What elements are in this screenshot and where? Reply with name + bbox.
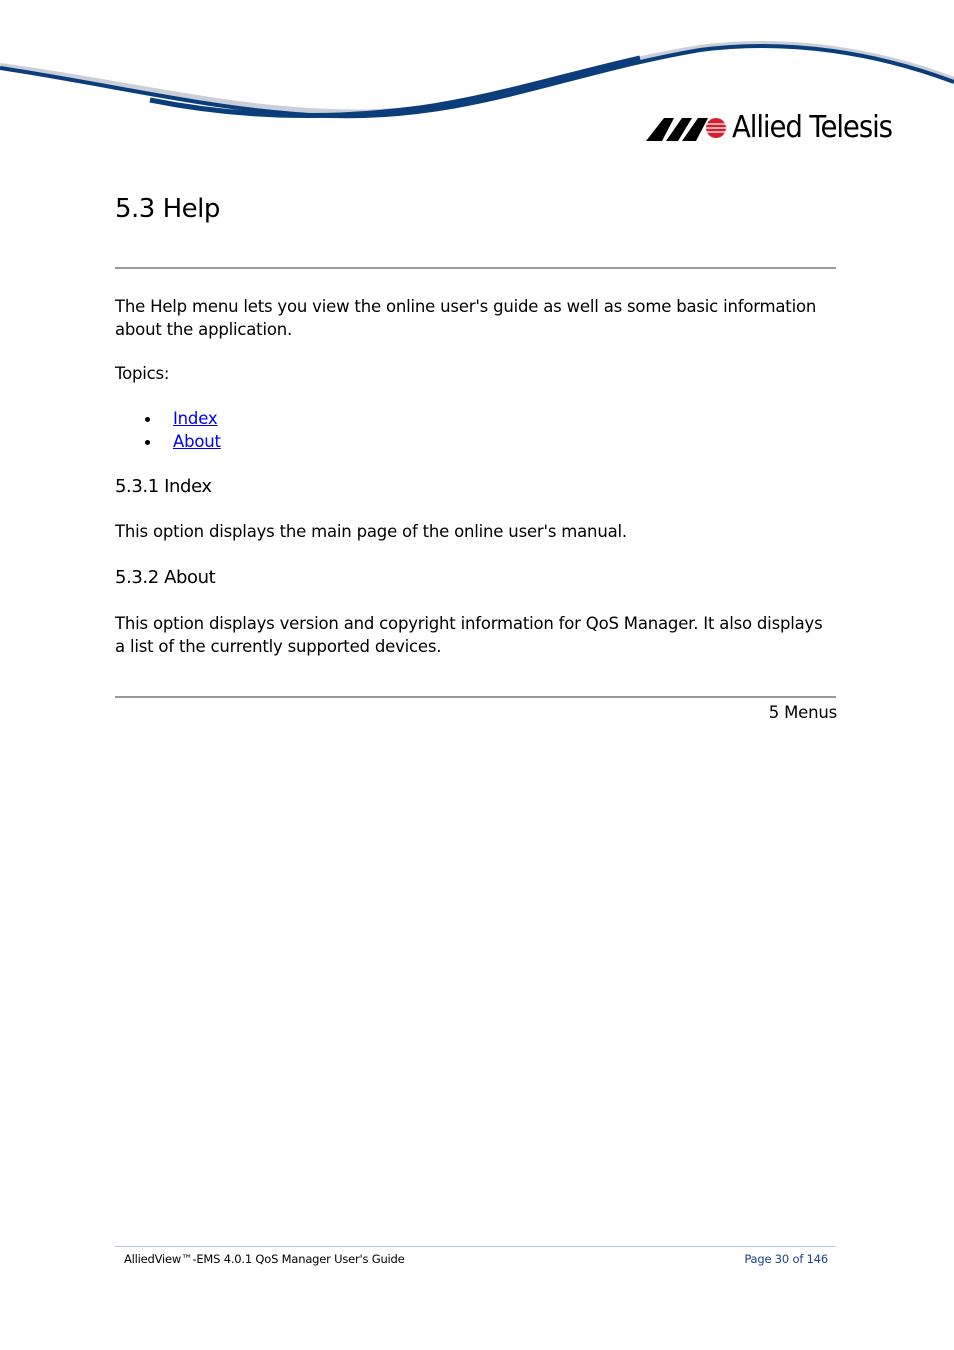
page-title: 5.3 Help (115, 194, 220, 224)
list-item (115, 408, 221, 431)
bullet-icon (145, 440, 150, 445)
subsection-body-index: This option displays the main page of the online user's manual. (115, 522, 627, 541)
topics-list (115, 408, 221, 453)
intro-paragraph: The Help menu lets you view the online user's guide as well as some basic information about the application. (115, 297, 817, 339)
subsection-title-about: 5.3.2 About (115, 567, 216, 588)
logo-wordmark: Allied Telesis (732, 110, 892, 145)
list-item (115, 431, 221, 454)
section-end-divider (115, 696, 836, 698)
chapter-label: 5 Menus (768, 703, 837, 722)
footer-page-number: Page 30 of 146 (744, 1252, 828, 1266)
bullet-icon (145, 417, 150, 422)
topic-link-index[interactable]: Index (173, 409, 218, 428)
topics-label: Topics: (115, 364, 170, 383)
allied-telesis-logo-icon (646, 114, 728, 142)
subsection-title-index: 5.3.1 Index (115, 476, 212, 497)
footer-doc-title: AlliedView™-EMS 4.0.1 QoS Manager User's Guide (124, 1252, 405, 1266)
company-logo (646, 108, 906, 148)
topic-link-about[interactable]: About (173, 431, 221, 451)
subsection-body-about: This option displays version and copyright information for QoS Manager. It also displays a list of the currently supported devices. (115, 614, 823, 656)
title-divider (115, 267, 836, 269)
footer-divider (115, 1246, 836, 1247)
